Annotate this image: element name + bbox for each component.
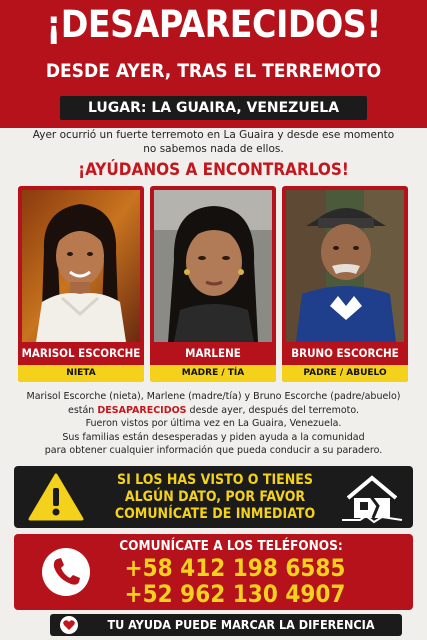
description-line: Marisol Escorche (nieta), Marlene (madre/tía) y Bruno Escorche (padre/abuelo): [26, 391, 401, 402]
intro-line: Ayer ocurrió un fuerte terremoto en La Guaira y desde ese momento: [32, 129, 395, 141]
person-name: BRUNO ESCORCHE: [291, 346, 399, 360]
alert-box: [14, 466, 413, 528]
contact-box: [14, 534, 413, 610]
location-label: LUGAR: LA GUAIRA, VENEZUELA: [60, 96, 367, 120]
footer-text: TU AYUDA PUEDE MARCAR LA DIFERENCIA: [107, 617, 375, 632]
person-card-marisol: [18, 186, 144, 382]
description-line: Fueron vistos por última vez en La Guaira, Venezuela.: [85, 418, 342, 429]
heart-icon: [60, 616, 78, 638]
description-line: para obtener cualquier información que pueda conducir a su paradero.: [44, 445, 383, 456]
phone-number-2[interactable]: +52 962 130 4907: [124, 580, 346, 608]
alert-text: [100, 472, 330, 523]
intro-line: no sabemos nada de ellos.: [143, 143, 284, 155]
description-line: Sus familias están desesperadas y piden ayuda a la comunidad: [62, 431, 365, 443]
poster-subtitle: DESDE AYER, TRAS EL TERREMOTO: [45, 60, 382, 82]
person-card-marlene: [150, 186, 276, 382]
person-name: MARLENE: [185, 346, 241, 360]
alert-line: SI LOS HAS VISTO O TIENES: [117, 472, 313, 488]
contact-title: COMUNÍCATE A LOS TELÉFONOS:: [119, 538, 343, 554]
phone-icon: [40, 546, 92, 602]
alert-line: ALGÚN DATO, POR FAVOR: [124, 489, 306, 505]
person-name: MARISOL ESCORCHE: [21, 346, 141, 360]
alert-line: COMUNÍCATE DE INMEDIATO: [114, 506, 316, 522]
person-role: MADRE / TÍA: [150, 365, 276, 382]
description: [15, 390, 412, 458]
footer-banner: [50, 614, 402, 636]
photo-marisol: [22, 190, 140, 342]
person-role: PADRE / ABUELO: [282, 365, 408, 382]
person-card-bruno: [282, 186, 408, 382]
warning-icon: [28, 472, 84, 526]
intro-text: [20, 128, 407, 156]
photo-bruno: [286, 190, 404, 342]
photo-marlene: [154, 190, 272, 342]
missing-highlight: DESAPARECIDOS: [97, 404, 187, 416]
description-text: están: [67, 404, 95, 416]
poster-title: ¡DESAPARECIDOS!: [46, 3, 381, 46]
phone-number-1[interactable]: +58 412 198 6585: [124, 554, 346, 582]
description-line: [15, 404, 412, 418]
person-role: NIETA: [18, 365, 144, 382]
help-heading: ¡AYÚDANOS A ENCONTRARLOS!: [78, 160, 349, 180]
collapsed-house-icon: [340, 472, 404, 528]
description-text: desde ayer, después del terremoto.: [189, 404, 360, 416]
